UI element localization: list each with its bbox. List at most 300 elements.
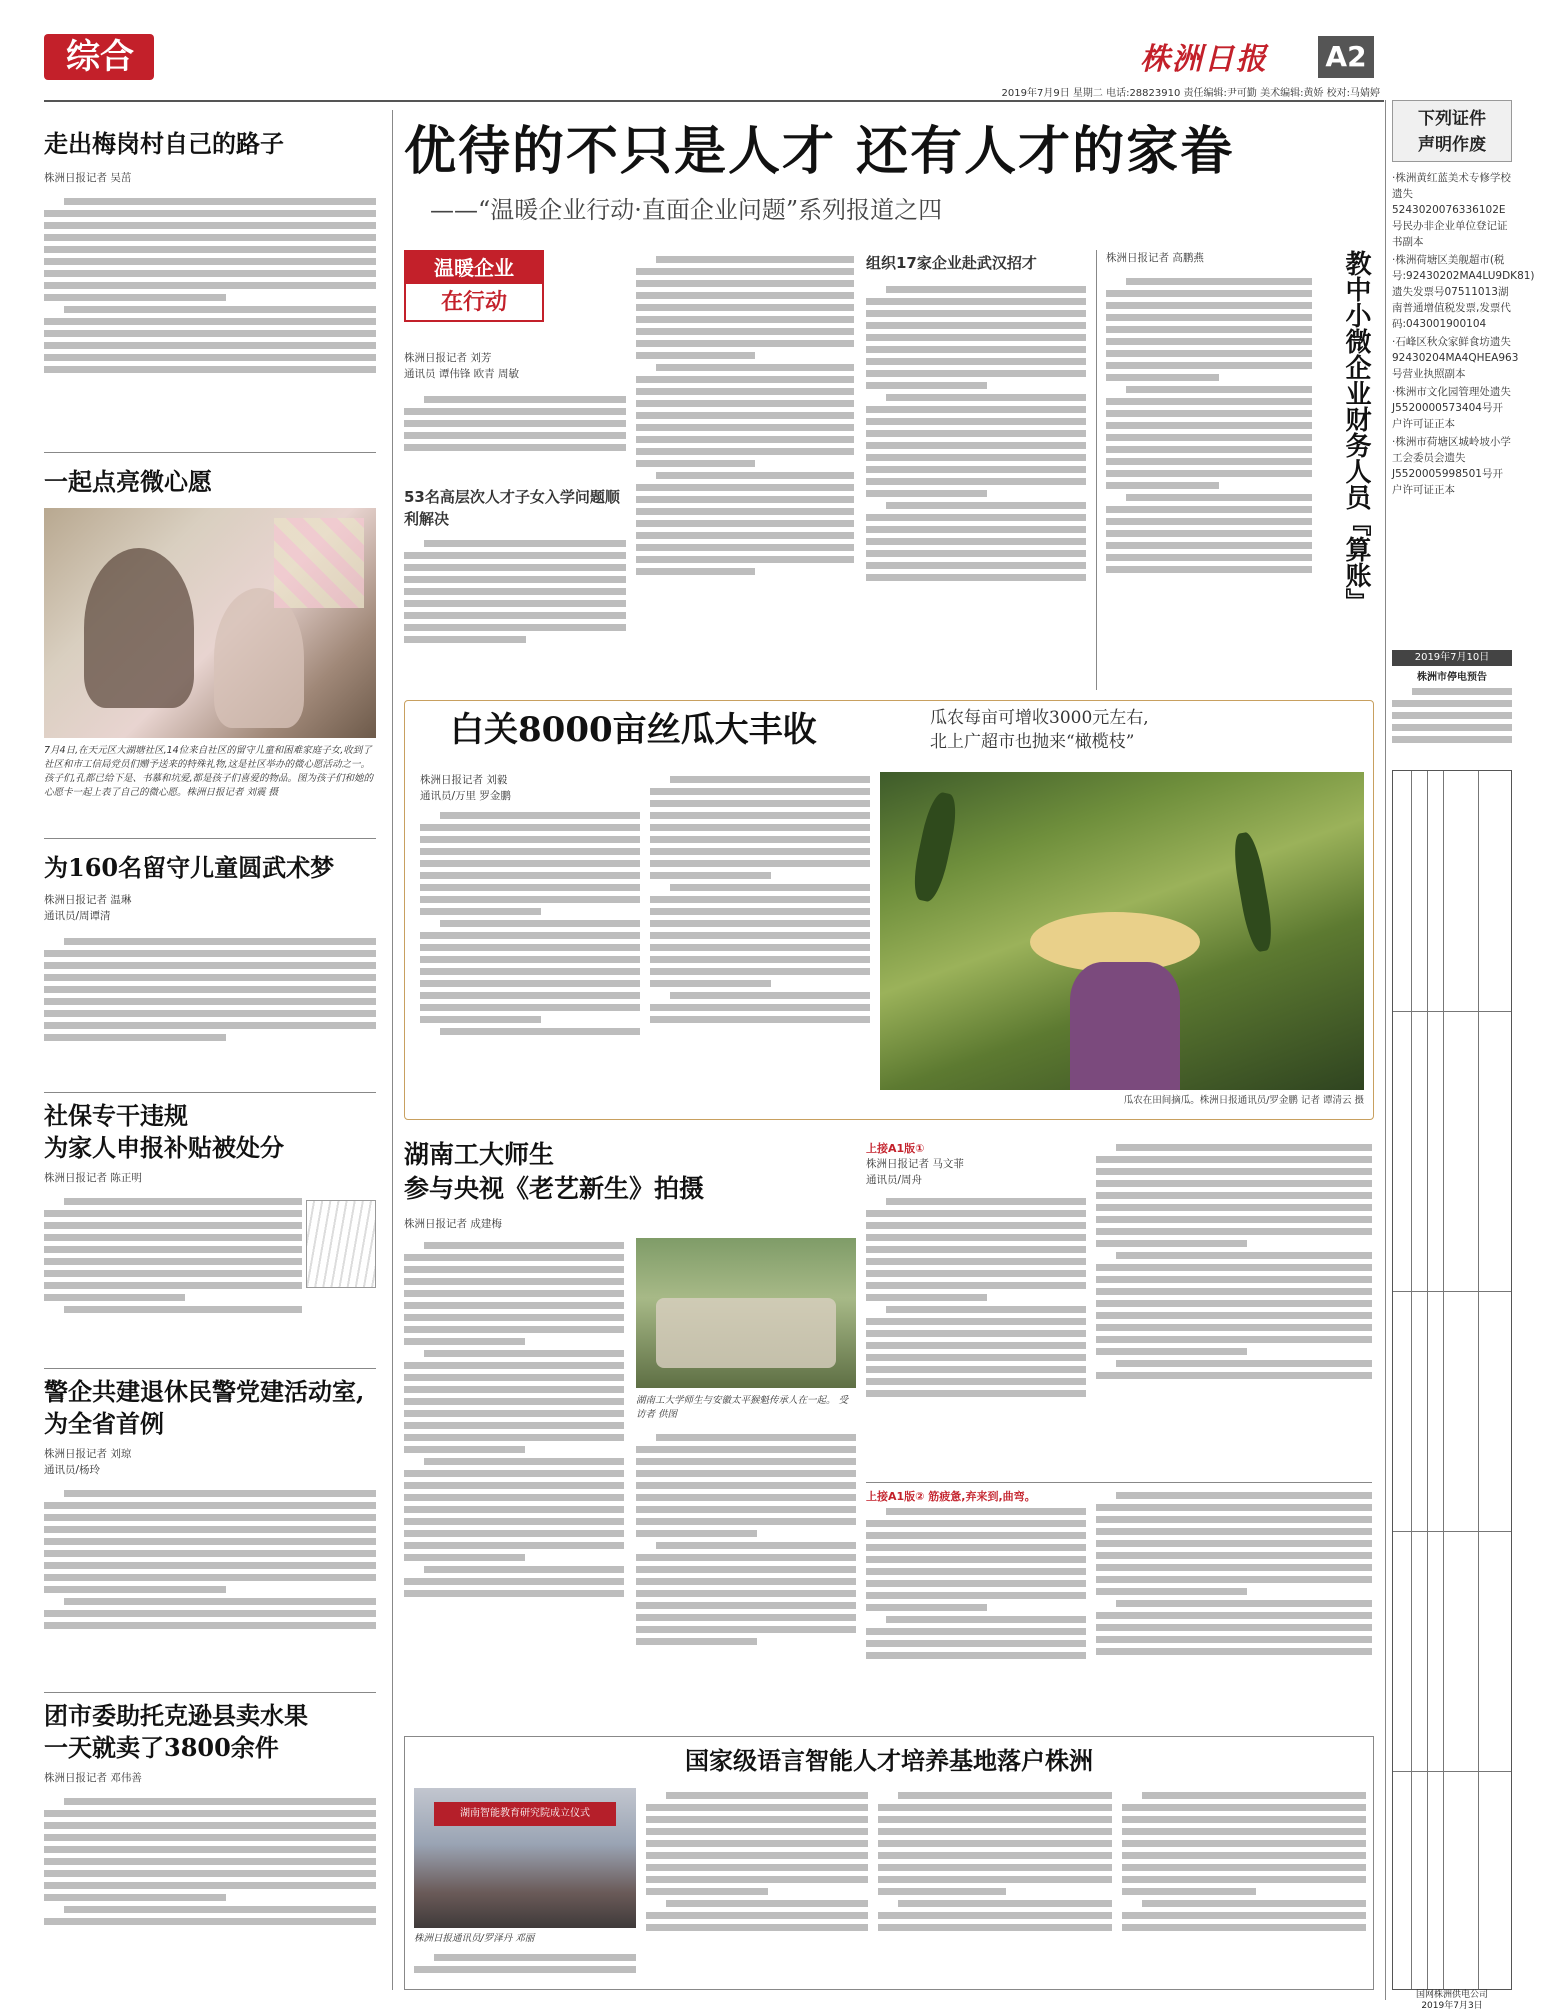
text-line	[650, 932, 870, 939]
text-line	[1106, 506, 1312, 513]
text-line	[866, 1342, 1086, 1349]
text-line	[44, 1294, 185, 1301]
text-line	[866, 1234, 1086, 1241]
text-line	[1122, 1876, 1366, 1883]
text-line	[1096, 1612, 1372, 1619]
notice-title: 下列证件 声明作废	[1418, 109, 1486, 155]
text-line	[44, 1502, 376, 1509]
outage-title: 株洲市停电预告	[1417, 672, 1487, 683]
text-line	[866, 1282, 1086, 1289]
text-line	[44, 234, 376, 241]
text-line	[656, 256, 854, 263]
text-line	[44, 1538, 376, 1545]
luffa-caption: 瓜农在田间摘瓜。株洲日报通讯员/罗金鹏 记者 谭清云 摄	[1123, 1095, 1364, 1106]
text-line	[866, 478, 1086, 485]
text-line	[1096, 1216, 1372, 1223]
notice-item: ·株洲市荷塘区城岭坡小学工会委员会遗失J5520005998501号开户许可证正本	[1392, 436, 1511, 496]
text-line	[440, 1028, 640, 1035]
text-line	[44, 318, 376, 325]
text-line	[886, 502, 1086, 509]
text-line	[404, 1578, 624, 1585]
cctv-body-col1	[404, 1238, 624, 1726]
ai-body-col2	[646, 1788, 868, 1984]
text-line	[404, 564, 626, 571]
text-line	[44, 1210, 302, 1217]
text-line	[1096, 1564, 1372, 1571]
text-line	[636, 1626, 856, 1633]
text-line	[1096, 1288, 1372, 1295]
text-line	[1106, 374, 1219, 381]
text-line	[866, 382, 987, 389]
ai-photo	[414, 1788, 636, 1928]
text-line	[866, 430, 1086, 437]
text-line	[1106, 362, 1312, 369]
text-line	[44, 1882, 376, 1889]
text-line	[866, 406, 1086, 413]
notice-list	[1392, 170, 1535, 498]
cctv-body-col2	[636, 1430, 856, 1726]
text-line	[636, 1482, 856, 1489]
text-line	[1142, 1900, 1366, 1907]
text-line	[424, 1566, 624, 1573]
text-line	[44, 998, 376, 1005]
text-line	[404, 600, 626, 607]
text-line	[44, 1526, 376, 1533]
text-line	[44, 1810, 376, 1817]
text-line	[636, 1578, 856, 1585]
text-line	[1106, 446, 1312, 453]
text-line	[1106, 326, 1312, 333]
text-line	[420, 884, 640, 891]
text-line	[866, 1258, 1086, 1265]
text-line	[1106, 350, 1312, 357]
text-line	[1096, 1228, 1372, 1235]
text-line	[866, 1532, 1086, 1539]
text-line	[404, 444, 626, 451]
text-line	[636, 412, 854, 419]
text-line	[636, 1566, 856, 1573]
text-line	[866, 514, 1086, 521]
text-line	[636, 292, 854, 299]
text-line	[656, 364, 854, 371]
text-line	[404, 1506, 624, 1513]
a1-byline: 株洲日报记者 吴茁	[44, 172, 132, 184]
ai-caption: 株洲日报通讯员/罗泽丹 邓丽	[414, 1933, 535, 1944]
text-line	[1096, 1240, 1247, 1247]
text-line	[1106, 482, 1219, 489]
text-line	[424, 396, 626, 403]
text-line	[878, 1852, 1112, 1859]
a2-title: 一起点亮微心愿	[44, 467, 212, 496]
text-line	[636, 1590, 856, 1597]
text-line	[1412, 688, 1512, 695]
text-line	[636, 340, 854, 347]
text-line	[44, 1586, 226, 1593]
text-line	[650, 968, 870, 975]
rescue2-body-col1	[866, 1504, 1086, 1726]
luffa-deck: 瓜农每亩可增收3000元左右, 北上广超市也抛来“橄榄枝”	[930, 708, 1149, 752]
text-line	[878, 1888, 1006, 1895]
text-line	[414, 1966, 636, 1973]
text-line	[404, 612, 626, 619]
text-line	[878, 1912, 1112, 1919]
outage-date: 2019年7月10日	[1392, 650, 1512, 666]
text-line	[636, 316, 854, 323]
text-line	[886, 1508, 1086, 1515]
text-line	[866, 526, 1086, 533]
text-line	[646, 1852, 868, 1859]
rescue-body-col2	[1096, 1140, 1372, 1474]
text-line	[404, 1470, 624, 1477]
a3-body	[44, 934, 376, 1084]
text-line	[44, 1858, 376, 1865]
text-line	[424, 540, 626, 547]
text-line	[440, 920, 640, 927]
text-line	[866, 1378, 1086, 1385]
text-line	[866, 466, 1086, 473]
text-line	[64, 1906, 376, 1913]
text-line	[1122, 1924, 1366, 1931]
text-line	[866, 310, 1086, 317]
text-line	[636, 268, 854, 275]
text-line	[44, 1234, 302, 1241]
text-line	[404, 1530, 624, 1537]
text-line	[44, 354, 376, 361]
text-line	[404, 1374, 624, 1381]
text-line	[404, 1434, 624, 1441]
text-line	[1096, 1180, 1372, 1187]
text-line	[636, 568, 755, 575]
text-line	[646, 1912, 868, 1919]
text-line	[866, 1330, 1086, 1337]
text-line	[404, 588, 626, 595]
text-line	[1096, 1312, 1372, 1319]
text-line	[866, 1604, 987, 1611]
ai-body-col4	[1122, 1788, 1366, 1984]
text-line	[44, 1918, 376, 1925]
a5-title: 警企共建退休民警党建活动室, 为全省首例	[44, 1377, 365, 1438]
rescue-tag: 上接A1版①	[866, 1142, 925, 1155]
text-line	[1116, 1252, 1372, 1259]
text-line	[434, 1954, 636, 1961]
text-line	[866, 334, 1086, 341]
text-line	[1122, 1852, 1366, 1859]
text-line	[670, 992, 870, 999]
text-line	[886, 1616, 1086, 1623]
text-line	[886, 394, 1086, 401]
text-line	[404, 1542, 624, 1549]
text-line	[404, 408, 626, 415]
text-line	[866, 1568, 1086, 1575]
text-line	[44, 1550, 376, 1557]
text-line	[866, 1580, 1086, 1587]
text-line	[44, 1894, 226, 1901]
text-line	[1106, 458, 1312, 465]
text-line	[636, 436, 854, 443]
text-line	[404, 1398, 624, 1405]
text-line	[1122, 1804, 1366, 1811]
text-line	[650, 860, 870, 867]
a3-byline: 株洲日报记者 温琳 通讯员/周谭清	[44, 894, 132, 922]
a4-body	[44, 1194, 302, 1360]
text-line	[44, 1010, 376, 1017]
text-line	[898, 1792, 1112, 1799]
a1-body	[44, 194, 376, 442]
text-line	[44, 282, 376, 289]
text-line	[866, 538, 1086, 545]
text-line	[646, 1828, 868, 1835]
text-line	[636, 532, 854, 539]
text-line	[636, 352, 755, 359]
text-line	[440, 812, 640, 819]
text-line	[44, 1834, 376, 1841]
a6-body	[44, 1794, 376, 1974]
rescue2-tag: 上接A1版② 筋疲惫,弃来到,曲弯。	[866, 1490, 1036, 1503]
header-info: 2019年7月9日 星期二 电话:28823910 责任编辑:尹可勤 美术编辑:黄娇 校对:马婧婷	[1001, 88, 1380, 99]
text-line	[886, 1198, 1086, 1205]
text-line	[878, 1828, 1112, 1835]
text-line	[636, 448, 854, 455]
cctv-byline: 株洲日报记者 成建梅	[404, 1218, 502, 1230]
text-line	[656, 472, 854, 479]
text-line	[44, 1282, 302, 1289]
text-line	[650, 872, 771, 879]
main-body-col3	[866, 282, 1086, 684]
text-line	[420, 824, 640, 831]
text-line	[878, 1816, 1112, 1823]
text-line	[44, 330, 376, 337]
text-line	[1122, 1912, 1366, 1919]
text-line	[1126, 386, 1312, 393]
text-line	[404, 1422, 624, 1429]
text-line	[866, 1628, 1086, 1635]
text-line	[420, 944, 640, 951]
text-line	[866, 562, 1086, 569]
text-line	[636, 1470, 856, 1477]
luffa-byline: 株洲日报记者 刘毅 通讯员/万里 罗金鹏	[420, 774, 511, 802]
paper-logo: 株洲日报	[1140, 42, 1268, 77]
text-line	[646, 1840, 868, 1847]
text-line	[1116, 1492, 1372, 1499]
text-line	[866, 1640, 1086, 1647]
text-line	[646, 1888, 768, 1895]
text-line	[636, 304, 854, 311]
text-line	[1106, 530, 1312, 537]
text-line	[650, 896, 870, 903]
text-line	[1096, 1528, 1372, 1535]
warm-logo-line2: 在行动	[440, 289, 507, 315]
text-line	[1106, 422, 1312, 429]
right-col-divider	[1385, 100, 1386, 2000]
text-line	[636, 1614, 856, 1621]
text-line	[44, 366, 376, 373]
side-byline: 株洲日报记者 高鹏燕	[1106, 252, 1204, 264]
text-line	[1116, 1144, 1372, 1151]
text-line	[866, 1318, 1086, 1325]
text-line	[404, 1254, 624, 1261]
text-line	[866, 442, 1086, 449]
text-line	[420, 980, 640, 987]
text-line	[636, 556, 854, 563]
text-line	[420, 1016, 541, 1023]
text-line	[1096, 1504, 1372, 1511]
luffa-title: 白关8000亩丝瓜大丰收	[450, 710, 817, 750]
text-line	[44, 1870, 376, 1877]
text-line	[1122, 1888, 1256, 1895]
text-line	[44, 270, 376, 277]
text-line	[404, 1386, 624, 1393]
warm-logo	[404, 250, 544, 322]
text-line	[1096, 1636, 1372, 1643]
text-line	[636, 496, 854, 503]
main-byline1: 株洲日报记者 刘芳	[404, 352, 492, 364]
text-line	[1116, 1600, 1372, 1607]
text-line	[1106, 434, 1312, 441]
text-line	[650, 944, 870, 951]
text-line	[636, 544, 854, 551]
text-line	[1096, 1156, 1372, 1163]
text-line	[1096, 1372, 1372, 1379]
text-line	[1392, 724, 1512, 731]
text-line	[44, 1822, 376, 1829]
text-line	[650, 812, 870, 819]
text-line	[866, 454, 1086, 461]
text-line	[1106, 566, 1312, 573]
main-headline: 优待的不只是人才 还有人才的家眷	[404, 121, 1235, 182]
text-line	[1106, 302, 1312, 309]
text-line	[646, 1816, 868, 1823]
text-line	[44, 1514, 376, 1521]
text-line	[404, 552, 626, 559]
main-body-col1b	[404, 536, 626, 686]
luffa-photo	[880, 772, 1364, 1090]
notice-item: ·石峰区秋众家鲜食坊遗失92430204MA4QHEA963号营业执照副本	[1392, 336, 1519, 380]
text-line	[1096, 1204, 1372, 1211]
text-line	[656, 1434, 856, 1441]
text-line	[1096, 1300, 1372, 1307]
ai-banner: 湖南智能教育研究院成立仪式	[434, 1802, 616, 1826]
text-line	[666, 1900, 868, 1907]
text-line	[636, 1518, 856, 1525]
text-line	[44, 986, 376, 993]
text-line	[44, 950, 376, 957]
text-line	[404, 1266, 624, 1273]
warm-logo-line1: 温暖企业	[406, 252, 542, 284]
notice-item: ·株洲市文化园管理处遗失J5520000573404号开户许可证正本	[1392, 386, 1511, 430]
text-line	[636, 280, 854, 287]
text-line	[404, 432, 626, 439]
text-line	[404, 1554, 525, 1561]
text-line	[64, 1198, 302, 1205]
text-line	[1096, 1192, 1372, 1199]
text-line	[646, 1804, 868, 1811]
text-line	[424, 1350, 624, 1357]
text-line	[636, 424, 854, 431]
text-line	[64, 938, 376, 945]
text-line	[866, 1592, 1086, 1599]
text-line	[866, 298, 1086, 305]
text-line	[636, 388, 854, 395]
luffa-body-col1	[420, 808, 640, 1112]
text-line	[650, 788, 870, 795]
text-line	[1106, 398, 1312, 405]
text-line	[636, 1506, 856, 1513]
text-line	[44, 1574, 376, 1581]
text-line	[404, 1278, 624, 1285]
text-line	[404, 1518, 624, 1525]
text-line	[1106, 338, 1312, 345]
outage-table	[1392, 770, 1512, 1990]
text-line	[636, 1638, 757, 1645]
text-line	[1122, 1828, 1366, 1835]
text-line	[420, 848, 640, 855]
text-line	[404, 636, 526, 643]
text-line	[420, 956, 640, 963]
text-line	[44, 1258, 302, 1265]
text-line	[636, 1530, 757, 1537]
text-line	[878, 1840, 1112, 1847]
text-line	[44, 1022, 376, 1029]
text-line	[44, 222, 376, 229]
text-line	[646, 1876, 868, 1883]
text-line	[420, 896, 640, 903]
text-line	[404, 1590, 624, 1597]
text-line	[1106, 314, 1312, 321]
text-line	[1392, 736, 1512, 743]
text-line	[404, 1326, 624, 1333]
text-line	[656, 1542, 856, 1549]
text-line	[1096, 1588, 1247, 1595]
text-line	[44, 1610, 376, 1617]
text-line	[650, 824, 870, 831]
ai-body-col3	[878, 1788, 1112, 1984]
outage-intro	[1392, 684, 1512, 764]
text-line	[44, 1562, 376, 1569]
text-line	[424, 1458, 624, 1465]
notice-item: ·株洲黄红蓝美术专修学校遗失5243020076336102E号民办非企业单位登记证书副本	[1392, 172, 1511, 248]
text-line	[650, 800, 870, 807]
text-line	[44, 246, 376, 253]
text-line	[44, 1034, 226, 1041]
text-line	[64, 1490, 376, 1497]
text-line	[1096, 1648, 1372, 1655]
text-line	[1106, 518, 1312, 525]
text-line	[650, 1004, 870, 1011]
page-number: A2	[1325, 40, 1367, 73]
text-line	[64, 1798, 376, 1805]
text-line	[1096, 1336, 1372, 1343]
text-line	[636, 400, 854, 407]
text-line	[866, 1270, 1086, 1277]
text-line	[44, 974, 376, 981]
text-line	[878, 1864, 1112, 1871]
text-line	[636, 1494, 856, 1501]
text-line	[1116, 1360, 1372, 1367]
text-line	[650, 848, 870, 855]
text-line	[420, 836, 640, 843]
text-line	[404, 1482, 624, 1489]
cctv-caption: 湖南工大学师生与安徽太平猴魁传承人在一起。 受访者 供图	[636, 1395, 849, 1420]
text-line	[866, 1544, 1086, 1551]
text-line	[1106, 410, 1312, 417]
text-line	[878, 1876, 1112, 1883]
text-line	[44, 1246, 302, 1253]
a5-body	[44, 1486, 376, 1686]
text-line	[64, 306, 376, 313]
text-line	[1126, 278, 1312, 285]
text-line	[866, 1294, 987, 1301]
text-line	[866, 1520, 1086, 1527]
